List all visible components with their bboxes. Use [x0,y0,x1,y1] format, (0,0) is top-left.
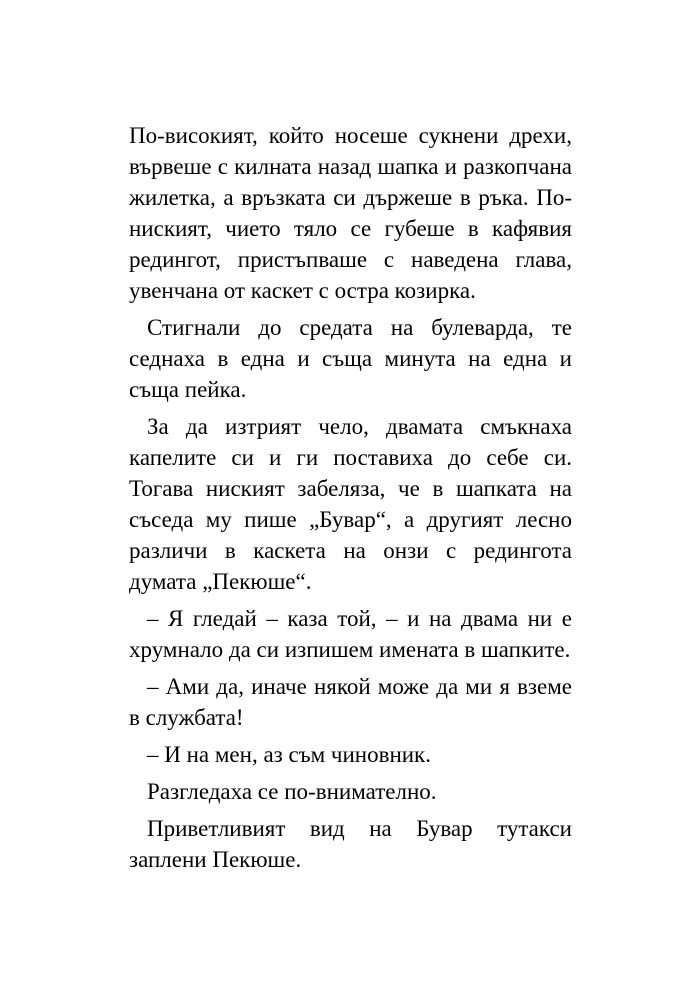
paragraph-4: – Я гледай – каза той, – и на двама ни е хрумнало да си изпишем имената в шапките. [129,606,572,662]
paragraph-6: – И на мен, аз съм чиновник. [147,742,431,767]
paragraph-5: – Ами да, иначе някой може да ми я вземе в службата! [129,674,572,730]
paragraph-8: Приветливият вид на Бувар тутакси заплени Пекюше. [129,816,572,872]
paragraph-1: По-високият, който носеше сукнени дрехи, вървеше с килната назад шапка и разкопчана жилетка, а връзката си държеше в ръка. По-ниският, чието тяло се губеше в кафявия редингот, пристъпваше с наведена глава, увенчана от каскет с остра козирка. [129,123,572,303]
paragraph-3: За да изтрият чело, двамата смъкнаха капелите си и ги поставиха до себе си. Тогава ниският забеляза, че в шапката на съседа му пише „Бувар“, а другият лесно различи в каскета на онзи с редингота думата „Пекюше“. [129,414,572,594]
paragraph-7: Разгледаха се по-внимателно. [147,779,437,804]
paragraph-2: Стигнали до средата на булеварда, те седнаха в една и съща минута на една и съща пейка. [129,315,572,402]
book-page [129,120,572,881]
